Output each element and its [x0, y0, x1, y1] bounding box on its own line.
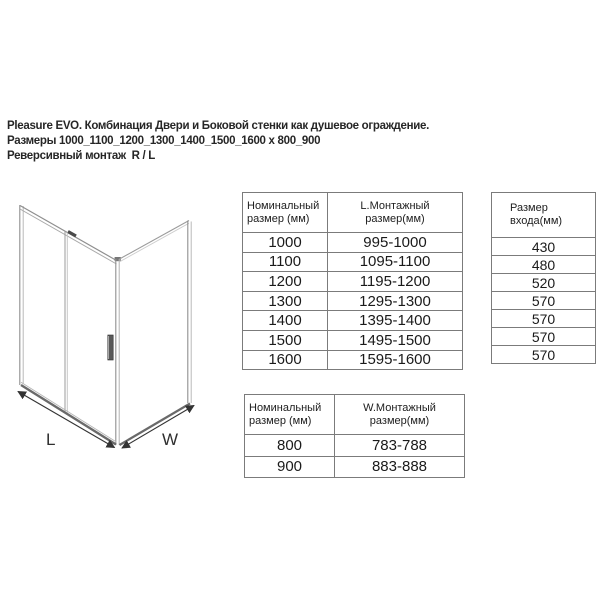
title-block	[7, 119, 429, 164]
table-row	[245, 435, 465, 457]
table-row	[492, 346, 596, 364]
header-line: W.Монтажный	[363, 401, 436, 414]
header-line: Размер	[510, 202, 548, 214]
top-rail	[20, 206, 117, 265]
right-wall-profile	[188, 221, 191, 404]
table-cell: 1495-1500	[328, 330, 463, 350]
header-line: размер (мм)	[247, 212, 310, 225]
header-line: входа(мм)	[510, 215, 563, 227]
table-cell: 570	[492, 292, 596, 310]
table-cell: 570	[492, 310, 596, 328]
table-cell: 1500	[243, 330, 328, 350]
entry-size-header	[492, 193, 596, 238]
table-row	[243, 291, 463, 311]
width-dimension-label: W	[162, 430, 179, 449]
table-cell: 1300	[243, 291, 328, 311]
table-cell: 800	[245, 435, 335, 457]
length-dimension-label: L	[46, 430, 56, 449]
table-cell: 1100	[243, 252, 328, 272]
table-header-row	[245, 395, 465, 435]
table-row	[243, 272, 463, 292]
table-row	[492, 274, 596, 292]
table-cell: 883-888	[335, 456, 465, 478]
left-wall-profile	[20, 205, 23, 385]
nominal-size-header	[245, 395, 335, 435]
table-cell: 570	[492, 346, 596, 364]
table-row	[243, 233, 463, 253]
mounting-line: Реверсивный монтаж R / L	[7, 150, 155, 162]
entry-size-table	[491, 192, 596, 364]
door-divider	[65, 231, 67, 413]
table-cell: 783-788	[335, 435, 465, 457]
header-line: L.Монтажный	[360, 199, 430, 212]
dimension-arrow-l	[18, 392, 115, 448]
table-cell: 1295-1300	[328, 291, 463, 311]
door-handle	[108, 335, 113, 360]
table-cell: 430	[492, 238, 596, 256]
header-line: размер(мм)	[369, 414, 430, 427]
table-cell: 1195-1200	[328, 272, 463, 292]
table-cell: 995-1000	[328, 233, 463, 253]
table-cell: 520	[492, 274, 596, 292]
table-row	[492, 238, 596, 256]
table-cell: 570	[492, 328, 596, 346]
header-line: размер (мм)	[249, 414, 312, 427]
nominal-size-header	[243, 193, 328, 233]
table-row	[492, 310, 596, 328]
header-line: Номинальный	[247, 199, 320, 212]
table-cell: 900	[245, 456, 335, 478]
side-panel-top-edge	[120, 221, 190, 262]
dimension-arrow-w	[122, 406, 194, 449]
table-cell: 1395-1400	[328, 311, 463, 331]
table-row	[245, 456, 465, 478]
header-line: размер(мм)	[365, 212, 425, 225]
header-line: Номинальный	[249, 401, 322, 414]
table-row	[243, 350, 463, 370]
side-bottom-edge	[120, 404, 191, 446]
table-cell: 1600	[243, 350, 328, 370]
l-mounting-size-header	[328, 193, 463, 233]
product-title: Pleasure EVO. Комбинация Двери и Боковой стенки как душевое ограждение.	[7, 120, 430, 132]
table-row	[243, 311, 463, 331]
table-cell: 1595-1600	[328, 350, 463, 370]
w-mounting-size-header	[335, 395, 465, 435]
table-row	[243, 252, 463, 272]
table-cell: 1095-1100	[328, 252, 463, 272]
length-size-table	[242, 192, 463, 370]
width-size-table	[244, 394, 465, 478]
table-cell: 480	[492, 256, 596, 274]
table-row	[492, 328, 596, 346]
table-header-row	[492, 193, 596, 238]
table-row	[243, 330, 463, 350]
table-row	[492, 256, 596, 274]
door-roller	[68, 232, 76, 237]
corner-post	[115, 257, 121, 445]
front-bottom-glass-edge	[21, 382, 116, 442]
sizes-line: Размеры 1000_1100_1200_1300_1400_1500_1600 x 800_900	[7, 135, 321, 147]
table-header-row	[243, 193, 463, 233]
table-row	[492, 292, 596, 310]
front-bottom-edge	[21, 385, 116, 445]
table-cell: 1000	[243, 233, 328, 253]
table-cell: 1400	[243, 311, 328, 331]
shower-enclosure-diagram	[5, 195, 205, 460]
table-cell: 1200	[243, 272, 328, 292]
